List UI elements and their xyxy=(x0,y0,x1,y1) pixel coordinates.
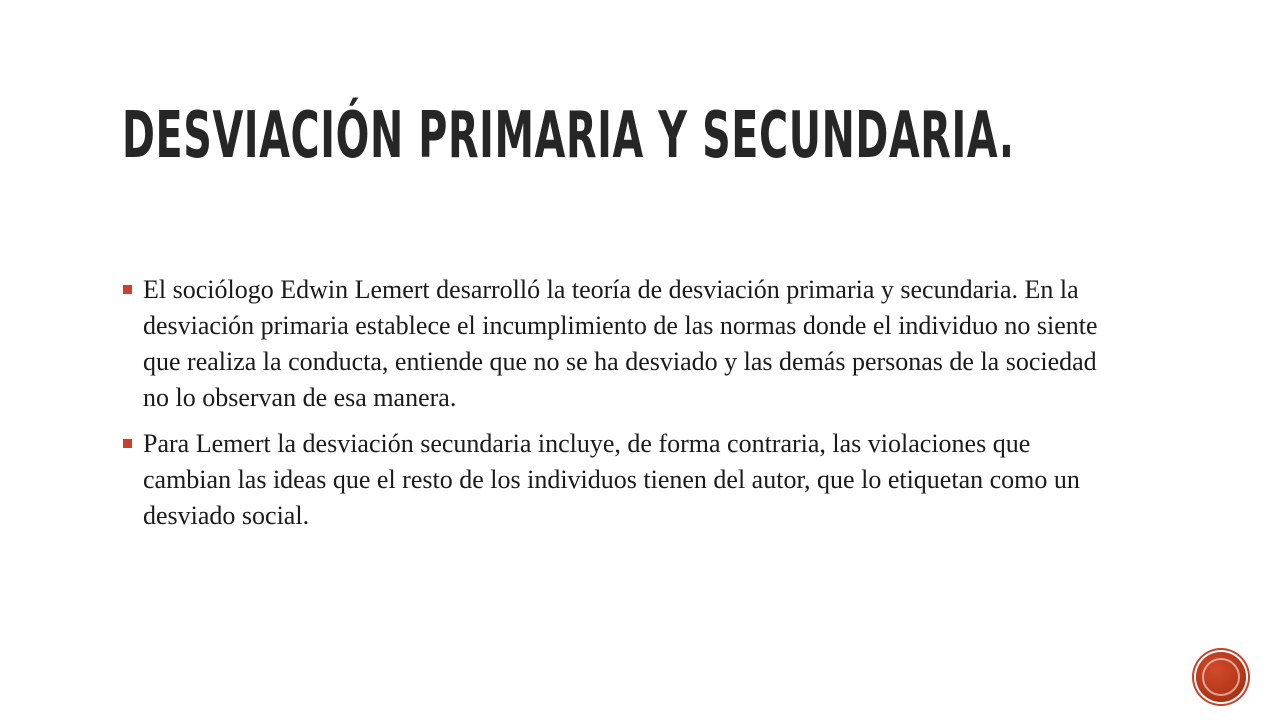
square-bullet-icon xyxy=(123,439,132,448)
bullet-item xyxy=(122,426,1122,534)
slide-nav-button[interactable] xyxy=(1196,652,1246,702)
bullet-text: El sociólogo Edwin Lemert desarrolló la teoría de desviación primaria y secundaria. En la desviación primaria establece el incumplimiento de las normas donde el individuo no siente que realiza la conducta, entiende que no se ha desviado y las demás personas de la sociedad no lo observan de esa manera. xyxy=(143,275,1098,412)
bullet-text: Para Lemert la desviación secundaria incluye, de forma contraria, las violaciones que cambian las ideas que el resto de los individuos tienen del autor, que lo etiquetan como un desviado social. xyxy=(143,429,1080,530)
slide-title: DESVIACIÓN PRIMARIA Y SECUNDARIA. xyxy=(122,99,1015,173)
square-bullet-icon xyxy=(123,285,132,294)
circle-nav-icon xyxy=(1202,658,1240,696)
bullet-item xyxy=(122,272,1122,416)
bullet-list xyxy=(122,272,1122,544)
